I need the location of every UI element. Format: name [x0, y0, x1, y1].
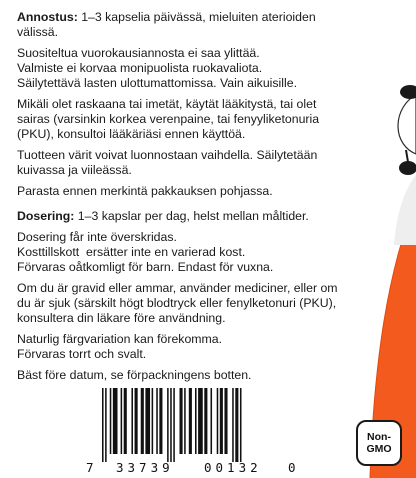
barcode-bar: [173, 388, 175, 462]
sv-pregnancy: Om du är gravid eller ammar, använder mediciner, eller om du är sjuk (särskilt högt blodtryck eller fenylketonuri (PKU), konsultera din läkare före användning.: [17, 281, 338, 325]
barcode-bar: [232, 388, 234, 462]
capsule-cap-bottom: [399, 161, 416, 175]
barcode-bar: [152, 388, 154, 454]
fi-warnings: [17, 46, 347, 91]
barcode-bar: [145, 388, 150, 454]
fi-warning-line: Säilytettävä lasten ulottumattomissa. Vain aikuisille.: [17, 76, 298, 90]
barcode-bar: [189, 388, 192, 454]
sv-color-storage: [17, 332, 347, 362]
barcode-bar: [167, 388, 169, 462]
sv-storage-line: Förvaras torrt och svalt.: [17, 347, 147, 361]
non-gmo-line2: GMO: [366, 443, 392, 455]
barcode-bar: [121, 388, 123, 454]
sv-warning-line: Dosering får inte överskridas.: [17, 230, 177, 244]
barcode-bar: [235, 388, 238, 462]
fi-usage-text: 1–3 kapselia päivässä, mieluiten aterioiden välissä.: [17, 10, 316, 39]
shadow-shape: [394, 175, 416, 245]
capsule-stem: [406, 150, 408, 162]
sv-warning-line: Kosttillskott ersätter inte en varierad kost.: [17, 245, 246, 259]
capsule-cap-top: [400, 85, 416, 99]
fi-best-before: Parasta ennen merkintä pakkauksen pohjassa.: [17, 184, 273, 198]
product-label-text: [17, 10, 347, 389]
barcode-bar: [220, 388, 223, 454]
sv-usage-text: 1–3 kapslar per dag, helst mellan måltider.: [74, 209, 309, 223]
barcode-bar: [211, 388, 213, 454]
barcode-bar: [204, 388, 207, 454]
sv-color-line: Naturlig färgvariation kan förekomma.: [17, 332, 223, 346]
fi-warning-line: Suositeltua vuorokausiannosta ei saa ylittää.: [17, 46, 260, 60]
barcode-digit-first: 7: [86, 460, 94, 475]
barcode-bar: [135, 388, 138, 454]
barcode-bar: [105, 388, 107, 462]
barcode-bar: [240, 388, 242, 462]
barcode-bar: [224, 388, 227, 454]
barcode-bar: [217, 388, 219, 454]
fi-usage-label: Annostus:: [17, 10, 78, 24]
packaging-decoration: [336, 0, 416, 478]
barcode-bar: [198, 388, 203, 454]
barcode-bar: [170, 388, 172, 462]
barcode-group-left: 33739: [116, 460, 174, 475]
fi-warning-line: Valmiste ei korvaa monipuolista ruokavaliota.: [17, 61, 263, 75]
barcode-bars: [100, 388, 282, 462]
sv-usage: [17, 209, 347, 224]
barcode-bar: [113, 388, 118, 454]
sv-warnings: [17, 230, 347, 275]
sv-best-before: Bäst före datum, se förpackningens botten.: [17, 368, 252, 382]
barcode-bar: [184, 388, 186, 454]
fi-color-storage: Tuotteen värit voivat luonnostaan vaihdella. Säilytetään kuivassa ja viileässä.: [17, 148, 318, 177]
barcode-bar: [124, 388, 127, 454]
sv-warning-line: Förvaras oåtkomligt för barn. Endast för vuxna.: [17, 260, 274, 274]
barcode-digit-last: 0: [288, 460, 296, 475]
sv-usage-label: Dosering:: [17, 209, 75, 223]
barcode-bar: [180, 388, 183, 454]
barcode-bar: [195, 388, 197, 454]
barcode-bar: [102, 388, 104, 462]
barcode-group-right: 00132: [204, 460, 262, 475]
fi-usage: [17, 10, 347, 40]
barcode-bar: [156, 388, 158, 454]
barcode-bar: [110, 388, 112, 454]
capsule-shape: [398, 95, 416, 154]
barcode-bar: [159, 388, 162, 454]
barcode-bar: [131, 388, 133, 454]
barcode-bar: [141, 388, 144, 454]
fi-pregnancy: Mikäli olet raskaana tai imetät, käytät lääkitystä, tai olet sairas (varsinkin korkea verenpaine, tai fenyyliketonuria (PKU), konsultoi lääkäriäsi ennen käyttöä.: [17, 97, 320, 141]
non-gmo-badge: [356, 420, 402, 466]
barcode: [86, 388, 296, 474]
non-gmo-line1: Non-: [367, 431, 391, 443]
